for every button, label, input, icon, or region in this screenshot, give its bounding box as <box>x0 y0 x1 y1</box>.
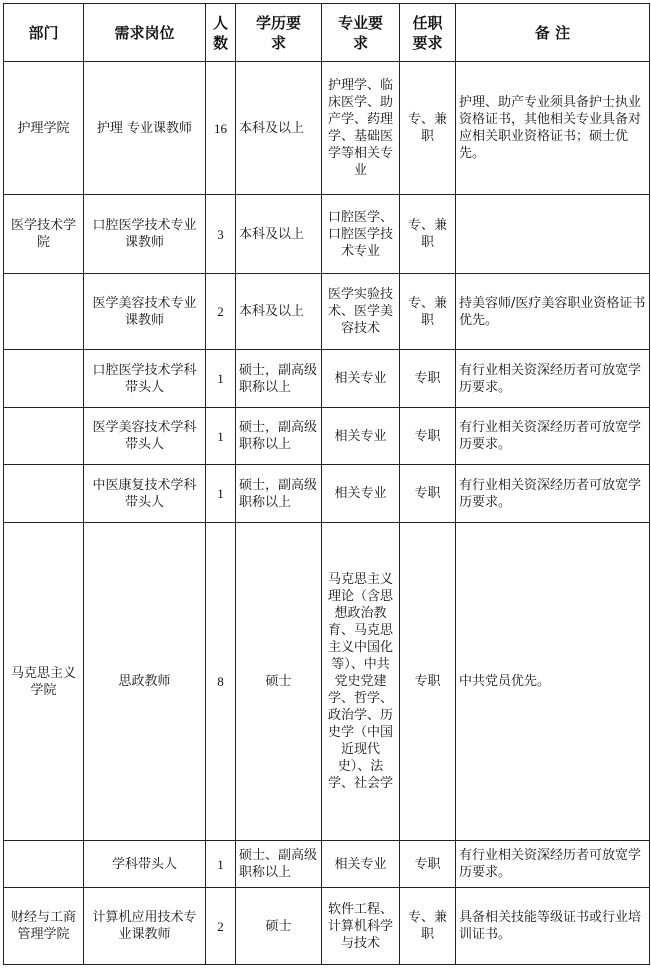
cell-post: 口腔医学技术专业课教师 <box>84 195 206 274</box>
header-count: 人数 <box>206 4 236 62</box>
cell-note <box>456 195 650 274</box>
cell-post: 计算机应用技术专业课教师 <box>84 888 206 965</box>
cell-dept: 护理学院 <box>4 62 84 195</box>
table-row <box>4 465 650 523</box>
header-major: 专业要求 <box>322 4 400 62</box>
cell-edu: 硕士，副高级职称以上 <box>236 408 322 465</box>
cell-type: 专、兼职 <box>400 195 456 274</box>
cell-type: 专职 <box>400 465 456 523</box>
table-header-row <box>4 4 650 62</box>
table-row <box>4 62 650 195</box>
cell-post: 护理 专业课教师 <box>84 62 206 195</box>
cell-edu: 硕士，副高级职称以上 <box>236 350 322 408</box>
cell-dept <box>4 408 84 465</box>
cell-major: 马克思主义理论（含思想政治教育、马克思主义中国化等）、中共党史党建学、哲学、政治学、历史学（中国近现代史）、法学、社会学 <box>322 523 400 841</box>
cell-major: 相关专业 <box>322 465 400 523</box>
header-post: 需求岗位 <box>84 4 206 62</box>
cell-count: 1 <box>206 465 236 523</box>
cell-edu: 硕士 <box>236 523 322 841</box>
cell-count: 16 <box>206 62 236 195</box>
cell-note: 有行业相关资深经历者可放宽学历要求。 <box>456 841 650 888</box>
cell-post: 医学美容技术学科带头人 <box>84 408 206 465</box>
cell-post: 思政教师 <box>84 523 206 841</box>
cell-dept: 财经与工商管理学院 <box>4 888 84 965</box>
cell-dept: 医学技术学院 <box>4 195 84 274</box>
cell-dept: 马克思主义学院 <box>4 523 84 841</box>
cell-type: 专、兼职 <box>400 62 456 195</box>
cell-post: 中医康复技术学科带头人 <box>84 465 206 523</box>
cell-note: 中共党员优先。 <box>456 523 650 841</box>
cell-dept <box>4 274 84 350</box>
cell-count: 2 <box>206 888 236 965</box>
cell-count: 2 <box>206 274 236 350</box>
cell-note: 有行业相关资深经历者可放宽学历要求。 <box>456 465 650 523</box>
header-dept: 部门 <box>4 4 84 62</box>
cell-edu: 本科及以上 <box>236 195 322 274</box>
recruitment-table <box>3 3 650 965</box>
cell-note: 有行业相关资深经历者可放宽学历要求。 <box>456 408 650 465</box>
table-row <box>4 888 650 965</box>
header-note: 备 注 <box>456 4 650 62</box>
cell-edu: 硕士、副高级职称以上 <box>236 841 322 888</box>
cell-type: 专、兼职 <box>400 888 456 965</box>
table-row <box>4 195 650 274</box>
cell-edu: 硕士 <box>236 888 322 965</box>
table-row <box>4 523 650 841</box>
cell-major: 相关专业 <box>322 841 400 888</box>
table-row <box>4 350 650 408</box>
cell-major: 医学实验技术、医学美容技术 <box>322 274 400 350</box>
cell-edu: 本科及以上 <box>236 274 322 350</box>
header-type: 任职要求 <box>400 4 456 62</box>
cell-major: 软件工程、计算机科学与技术 <box>322 888 400 965</box>
cell-count: 3 <box>206 195 236 274</box>
cell-note: 有行业相关资深经历者可放宽学历要求。 <box>456 350 650 408</box>
cell-dept <box>4 350 84 408</box>
table-row <box>4 408 650 465</box>
cell-major: 口腔医学、口腔医学技术专业 <box>322 195 400 274</box>
cell-edu: 本科及以上 <box>236 62 322 195</box>
cell-count: 1 <box>206 408 236 465</box>
cell-type: 专、兼职 <box>400 274 456 350</box>
cell-major: 相关专业 <box>322 350 400 408</box>
table-row <box>4 841 650 888</box>
cell-type: 专职 <box>400 523 456 841</box>
cell-dept <box>4 841 84 888</box>
cell-post: 学科带头人 <box>84 841 206 888</box>
cell-count: 1 <box>206 841 236 888</box>
cell-note: 具备相关技能等级证书或行业培训证书。 <box>456 888 650 965</box>
cell-dept <box>4 465 84 523</box>
cell-count: 1 <box>206 350 236 408</box>
table-row <box>4 274 650 350</box>
cell-post: 医学美容技术专业课教师 <box>84 274 206 350</box>
cell-edu: 硕士，副高级职称以上 <box>236 465 322 523</box>
header-edu: 学历要求 <box>236 4 322 62</box>
cell-type: 专职 <box>400 841 456 888</box>
cell-note: 护理、助产专业须具备护士执业资格证书，其他相关专业具备对应相关职业资格证书；硕士优先。 <box>456 62 650 195</box>
cell-note: 持美容师/医疗美容职业资格证书优先。 <box>456 274 650 350</box>
cell-count: 8 <box>206 523 236 841</box>
cell-major: 护理学、临床医学、助产学、药理学、基础医学等相关专业 <box>322 62 400 195</box>
cell-type: 专职 <box>400 350 456 408</box>
cell-post: 口腔医学技术学科带头人 <box>84 350 206 408</box>
cell-type: 专职 <box>400 408 456 465</box>
cell-major: 相关专业 <box>322 408 400 465</box>
